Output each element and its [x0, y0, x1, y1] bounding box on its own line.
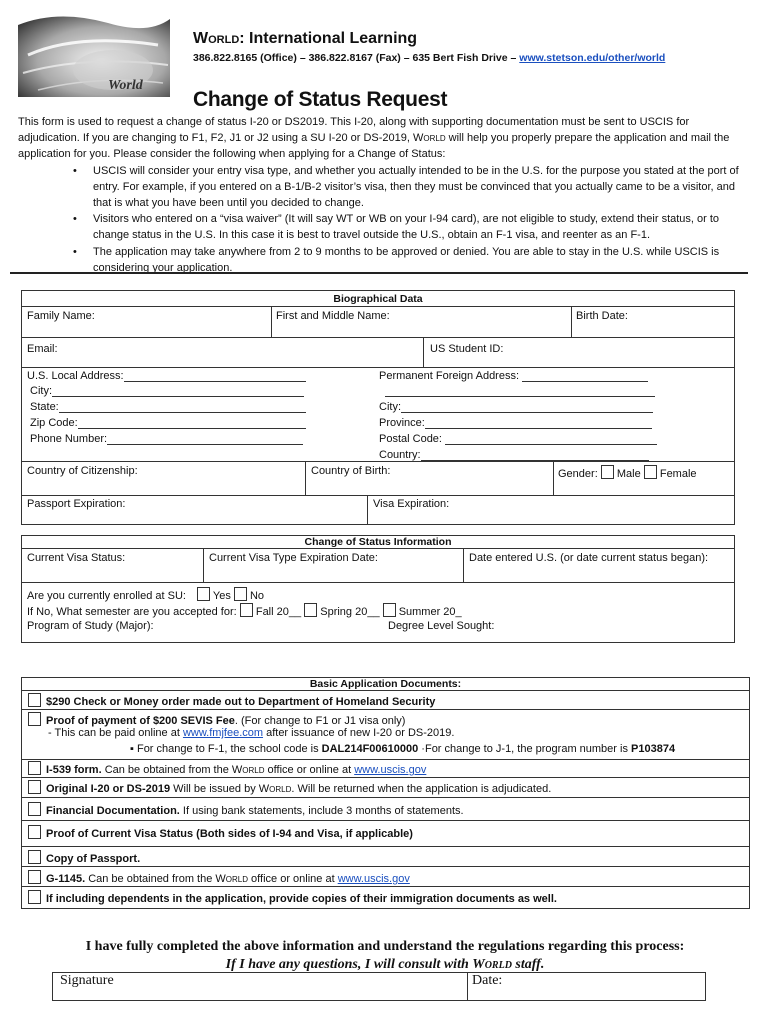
rule [21, 846, 750, 847]
no-checkbox[interactable] [234, 587, 247, 601]
contact-text: 386.822.8165 (Office) – 386.822.8167 (Fax) – 635 Bert Fish Drive – [193, 52, 520, 64]
rule [21, 337, 735, 338]
doc-text: after issuance of new I-20 or DS-2019. [263, 727, 455, 739]
uscis-link[interactable]: www.uscis.gov [337, 873, 410, 885]
doc-text: Financial Documentation. [46, 805, 180, 817]
doc-text: If including dependents in the application, provide copies of their immigration documents as well. [46, 893, 557, 905]
email-label[interactable]: Email: [27, 343, 58, 355]
completion-statement: I have fully completed the above information and understand the regulations regarding this process: [85, 939, 685, 954]
website-link[interactable]: www.stetson.edu/other/world [519, 52, 666, 64]
doc-text: G-1145. [46, 873, 86, 885]
doc-text: Will be issued by [170, 783, 259, 795]
phone-label: Phone Number: [30, 433, 108, 445]
visa-type-exp-label[interactable]: Current Visa Type Expiration Date: [209, 552, 378, 564]
world-logo [18, 15, 170, 97]
doc-item-check [28, 693, 750, 708]
male-checkbox[interactable] [601, 465, 614, 479]
date-field[interactable]: Date: [472, 973, 503, 988]
rule [385, 396, 655, 397]
documents-header: Basic Application Documents: [309, 678, 462, 690]
first-middle-name-label[interactable]: First and Middle Name: [276, 310, 390, 322]
birth-country-label[interactable]: Country of Birth: [311, 465, 391, 477]
doc-text: Proof of payment of $200 SEVIS Fee [46, 715, 235, 727]
rule [21, 582, 735, 583]
square-bullet-icon: ▪ [130, 743, 134, 755]
visa-exp-label[interactable]: Visa Expiration: [373, 498, 450, 510]
doc-text: $290 Check or Money order made out to Department of Homeland Security [46, 696, 436, 708]
consult-statement [0, 957, 770, 973]
doc-text: Can be obtained from the [85, 873, 216, 885]
rule [107, 444, 303, 445]
doc-text: office or online at [248, 873, 338, 885]
doc-checkbox[interactable] [28, 825, 41, 839]
rule [401, 412, 653, 413]
page-title: Change of Status Request [193, 88, 448, 111]
doc-text: - This can be paid online at [48, 727, 183, 739]
local-address-label: U.S. Local Address: [27, 370, 124, 382]
status-header: Change of Status Information [304, 536, 452, 548]
rule [425, 428, 652, 429]
rule [203, 548, 204, 582]
doc-sevis-note [48, 727, 770, 739]
rule [21, 886, 750, 887]
zip-field[interactable] [30, 417, 306, 429]
doc-text: If using bank statements, include 3 months of statements. [179, 805, 464, 817]
zip-label: Zip Code: [30, 417, 78, 429]
rule [467, 972, 468, 1001]
doc-checkbox[interactable] [28, 850, 41, 864]
foreign-address-line2[interactable] [385, 385, 655, 397]
foreign-city-field[interactable] [379, 401, 653, 413]
rule [553, 461, 554, 495]
rule [367, 495, 368, 525]
no-label: No [249, 590, 265, 602]
rule [21, 777, 750, 778]
doc-text: For change to F-1, the school code is [136, 743, 322, 755]
doc-checkbox[interactable] [28, 712, 41, 726]
summer-checkbox[interactable] [383, 603, 396, 617]
rule [59, 412, 306, 413]
rule [21, 495, 735, 496]
rule [52, 396, 304, 397]
bio-header: Biographical Data [333, 293, 423, 305]
fall-checkbox[interactable] [240, 603, 253, 617]
spring-checkbox[interactable] [304, 603, 317, 617]
signature-box [52, 972, 706, 1001]
program-number: P103874 [631, 743, 676, 755]
intro-paragraph [18, 114, 750, 163]
state-label: State: [30, 401, 59, 413]
doc-item-financial [28, 802, 750, 817]
consult-world: World [472, 957, 512, 972]
passport-exp-label[interactable]: Passport Expiration: [27, 498, 126, 510]
yes-label: Yes [212, 590, 231, 602]
rule [21, 709, 750, 710]
semester-label: If No, What semester are you accepted for: [27, 606, 237, 618]
intro-bullet: • The application may take anywhere from 2 to 9 months to be approved or denied. You are able to stay in the U.S. while USCIS is considering your application. [93, 244, 750, 276]
doc-checkbox[interactable] [28, 870, 41, 884]
intro-world: World [413, 132, 446, 145]
rule [21, 797, 750, 798]
gender-label: Gender: [558, 468, 598, 480]
doc-world: World [215, 873, 248, 885]
citizenship-label[interactable]: Country of Citizenship: [27, 465, 138, 477]
phone-field[interactable] [30, 433, 303, 445]
org-suffix: : International Learning [239, 30, 418, 47]
doc-world: World [231, 764, 265, 776]
doc-checkbox[interactable] [28, 761, 41, 775]
rule [124, 381, 306, 382]
birth-date-label[interactable]: Birth Date: [576, 310, 628, 322]
doc-world: World [258, 783, 292, 795]
doc-text: Original I-20 or DS-2019 [46, 783, 171, 795]
rule [463, 548, 464, 582]
doc-checkbox[interactable] [28, 693, 41, 707]
foreign-city-label: City: [379, 401, 401, 413]
female-checkbox[interactable] [644, 465, 657, 479]
enrolled-label: Are you currently enrolled at SU: [27, 590, 186, 602]
contact-line [193, 52, 665, 64]
intro-text-a: This form is used to request a change of status I-20 or DS2019. This I-20, along with supporting documentation must be sent to USCIS for adjudication. If you are changing to F1, F2, J1 or J2 using a SU I-20 or DS-2019, [18, 116, 690, 145]
summer-label: Summer 20_ [398, 606, 462, 618]
consult-text-b: staff. [511, 957, 545, 972]
signature-field[interactable]: Signature [60, 973, 114, 988]
doc-text: Proof of Current Visa Status (Both sides of I-94 and Visa, if applicable) [46, 828, 413, 840]
org-name [193, 30, 417, 48]
intro-bullets [18, 163, 750, 276]
rule [21, 367, 735, 368]
doc-text: Can be obtained from the [101, 764, 232, 776]
consult-text-a: If I have any questions, I will consult with [225, 957, 473, 972]
student-id-label[interactable]: US Student ID: [430, 343, 504, 355]
doc-text: . Will be returned when the application is adjudicated. [291, 783, 552, 795]
postal-code-field[interactable] [379, 433, 657, 445]
male-label: Male [616, 468, 641, 480]
foreign-address-label: Permanent Foreign Address: [379, 370, 520, 382]
rule [423, 337, 424, 367]
program-label[interactable]: Program of Study (Major): [27, 620, 154, 632]
doc-checkbox[interactable] [28, 890, 41, 904]
postal-code-label: Postal Code: [379, 433, 442, 445]
rule [571, 306, 572, 337]
rule [21, 759, 750, 760]
rule [305, 461, 306, 495]
female-label: Female [659, 468, 697, 480]
rule [271, 306, 272, 337]
country-field[interactable] [379, 449, 649, 461]
enrolled-field [27, 587, 264, 602]
country-label: Country: [379, 449, 421, 461]
rule [21, 461, 735, 462]
intro-bullet: • Visitors who entered on a “visa waiver” (It will say WT or WB on your I-94 card), are not eligible to study, extend their status, or to change status in the U.S. In this case it is best to travel outside the U.S., obtain an F-1 visa, and reenter as an F-1. [93, 211, 750, 243]
doc-text: ·For change to J-1, the program number is [418, 743, 632, 755]
fmjfee-link[interactable]: www.fmjfee.com [182, 727, 264, 739]
doc-text: Copy of Passport. [46, 853, 141, 865]
local-address-field[interactable] [27, 370, 306, 382]
divider [10, 272, 748, 274]
semester-field [27, 603, 462, 618]
doc-item-i539 [28, 761, 750, 776]
rule [21, 690, 750, 691]
city-label: City: [30, 385, 52, 397]
doc-checkbox[interactable] [28, 780, 41, 794]
intro-text-b: will help you properly prepare the application and mail the application for you. Please consider the following when applying for a Change of Status: [18, 132, 730, 161]
intro [18, 114, 750, 276]
intro-bullet: • USCIS will consider your entry visa type, and whether you actually intended to be in the U.S. for the purpose you stated at the port of entry. For example, if you entered on a B-1/B-2 visitor’s visa, then they must be convinced that you actually came to be a visitor, and that is what you have been until you decided to change. [93, 163, 750, 212]
doc-text: office or online at [264, 764, 355, 776]
doc-text: I-539 form. [46, 764, 102, 776]
province-field[interactable] [379, 417, 652, 429]
state-field[interactable] [30, 401, 306, 413]
foreign-address-field[interactable] [379, 370, 648, 382]
rule [522, 381, 648, 382]
gender-field [558, 465, 697, 480]
spring-label: Spring 20__ [320, 606, 380, 618]
doc-item-g1145 [28, 870, 750, 885]
doc-item-passport [28, 850, 750, 865]
family-name-label[interactable]: Family Name: [27, 310, 95, 322]
date-entered-label[interactable]: Date entered U.S. (or date current status began): [469, 552, 709, 564]
current-visa-label[interactable]: Current Visa Status: [27, 552, 126, 564]
uscis-link[interactable]: www.uscis.gov [354, 764, 427, 776]
doc-item-sevis [28, 712, 750, 727]
doc-sevis-codes [130, 743, 770, 755]
rule [21, 306, 735, 307]
school-code: DAL214F00610000 [321, 743, 419, 755]
rule [445, 444, 657, 445]
degree-label[interactable]: Degree Level Sought: [388, 620, 495, 632]
doc-item-i20 [28, 780, 750, 795]
rule [21, 820, 750, 821]
province-label: Province: [379, 417, 425, 429]
city-field[interactable] [30, 385, 304, 397]
org-prefix: World [193, 30, 240, 47]
fall-label: Fall 20__ [255, 606, 302, 618]
doc-text: . (For change to F1 or J1 visa only) [234, 715, 406, 727]
svg-text:World: World [108, 78, 143, 93]
doc-item-dependents [28, 890, 750, 905]
yes-checkbox[interactable] [197, 587, 210, 601]
doc-item-visa-status [28, 825, 750, 840]
rule [78, 428, 306, 429]
doc-checkbox[interactable] [28, 802, 41, 816]
rule [21, 866, 750, 867]
rule [21, 548, 735, 549]
